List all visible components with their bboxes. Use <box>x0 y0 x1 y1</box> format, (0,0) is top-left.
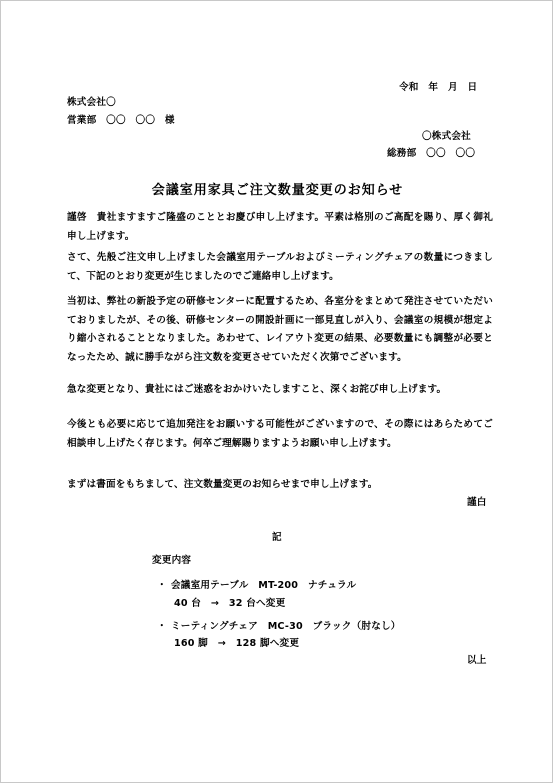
bullet-icon: ・ <box>157 580 167 591</box>
paragraph-closing-remark: まずは書面をもちまして、注文数量変更のお知らせまで申し上げます。 <box>67 479 378 490</box>
sender-person: 総務部 〇〇 〇〇 <box>387 148 476 159</box>
bullet-icon: ・ <box>157 621 167 632</box>
notes-heading: 記 <box>272 532 282 543</box>
item-1-change: 40 台 → 32 台へ変更 <box>174 598 286 609</box>
document-title: 会議室用家具ご注文数量変更のお知らせ <box>151 183 404 198</box>
paragraph-apology: 急な変更となり、貴社にはご迷惑をおかけいたしますこと、深くお詫び申し上げます。 <box>67 384 447 395</box>
recipient-company: 株式会社〇 <box>67 97 116 108</box>
item-2-name: ミーティングチェア MC-30 ブラック（肘なし） <box>171 621 401 632</box>
item-2-change: 160 脚 → 128 脚へ変更 <box>174 638 300 649</box>
paragraph-greeting: 謹啓 貴社ますますご隆盛のこととお慶び申し上げます。平素は格別のご高配を賜り、厚く御礼申し上げます。 <box>67 212 493 242</box>
change-section-label: 変更内容 <box>152 555 192 566</box>
date: 令和 年 月 日 <box>399 82 478 93</box>
end-mark: 以上 <box>467 655 487 666</box>
recipient-person: 営業部 〇〇 〇〇 様 <box>67 115 175 126</box>
sender-company: 〇株式会社 <box>422 131 471 142</box>
paragraph-notice: さて、先般ご注文申し上げました会議室用テーブルおよびミーティングチェアの数量につきまして、下記のとおり変更が生じましたのでご連絡申し上げます。 <box>67 252 493 282</box>
paragraph-reason: 当初は、弊社の新設予定の研修センターに配置するため、各室分をまとめて発注させていただいておりましたが、その後、研修センターの開設計画に一部見直しが入り、会議室の規模が想定より縮小されることとなりました。あわせて、レイアウト変更の結果、必要数量にも調整が必要となったため、誠に勝手ながら注文数を変更させていただく次第でございます。 <box>67 296 493 363</box>
closing-word: 謹白 <box>467 497 487 508</box>
paragraph-future: 今後とも必要に応じて追加発注をお願いする可能性がございますので、その際にはあらためてご相談申し上げたく存じます。何卒ご理解賜りますようお願い申し上げます。 <box>67 419 493 449</box>
item-1-name: 会議室用テーブル MT-200 ナチュラル <box>171 580 357 591</box>
